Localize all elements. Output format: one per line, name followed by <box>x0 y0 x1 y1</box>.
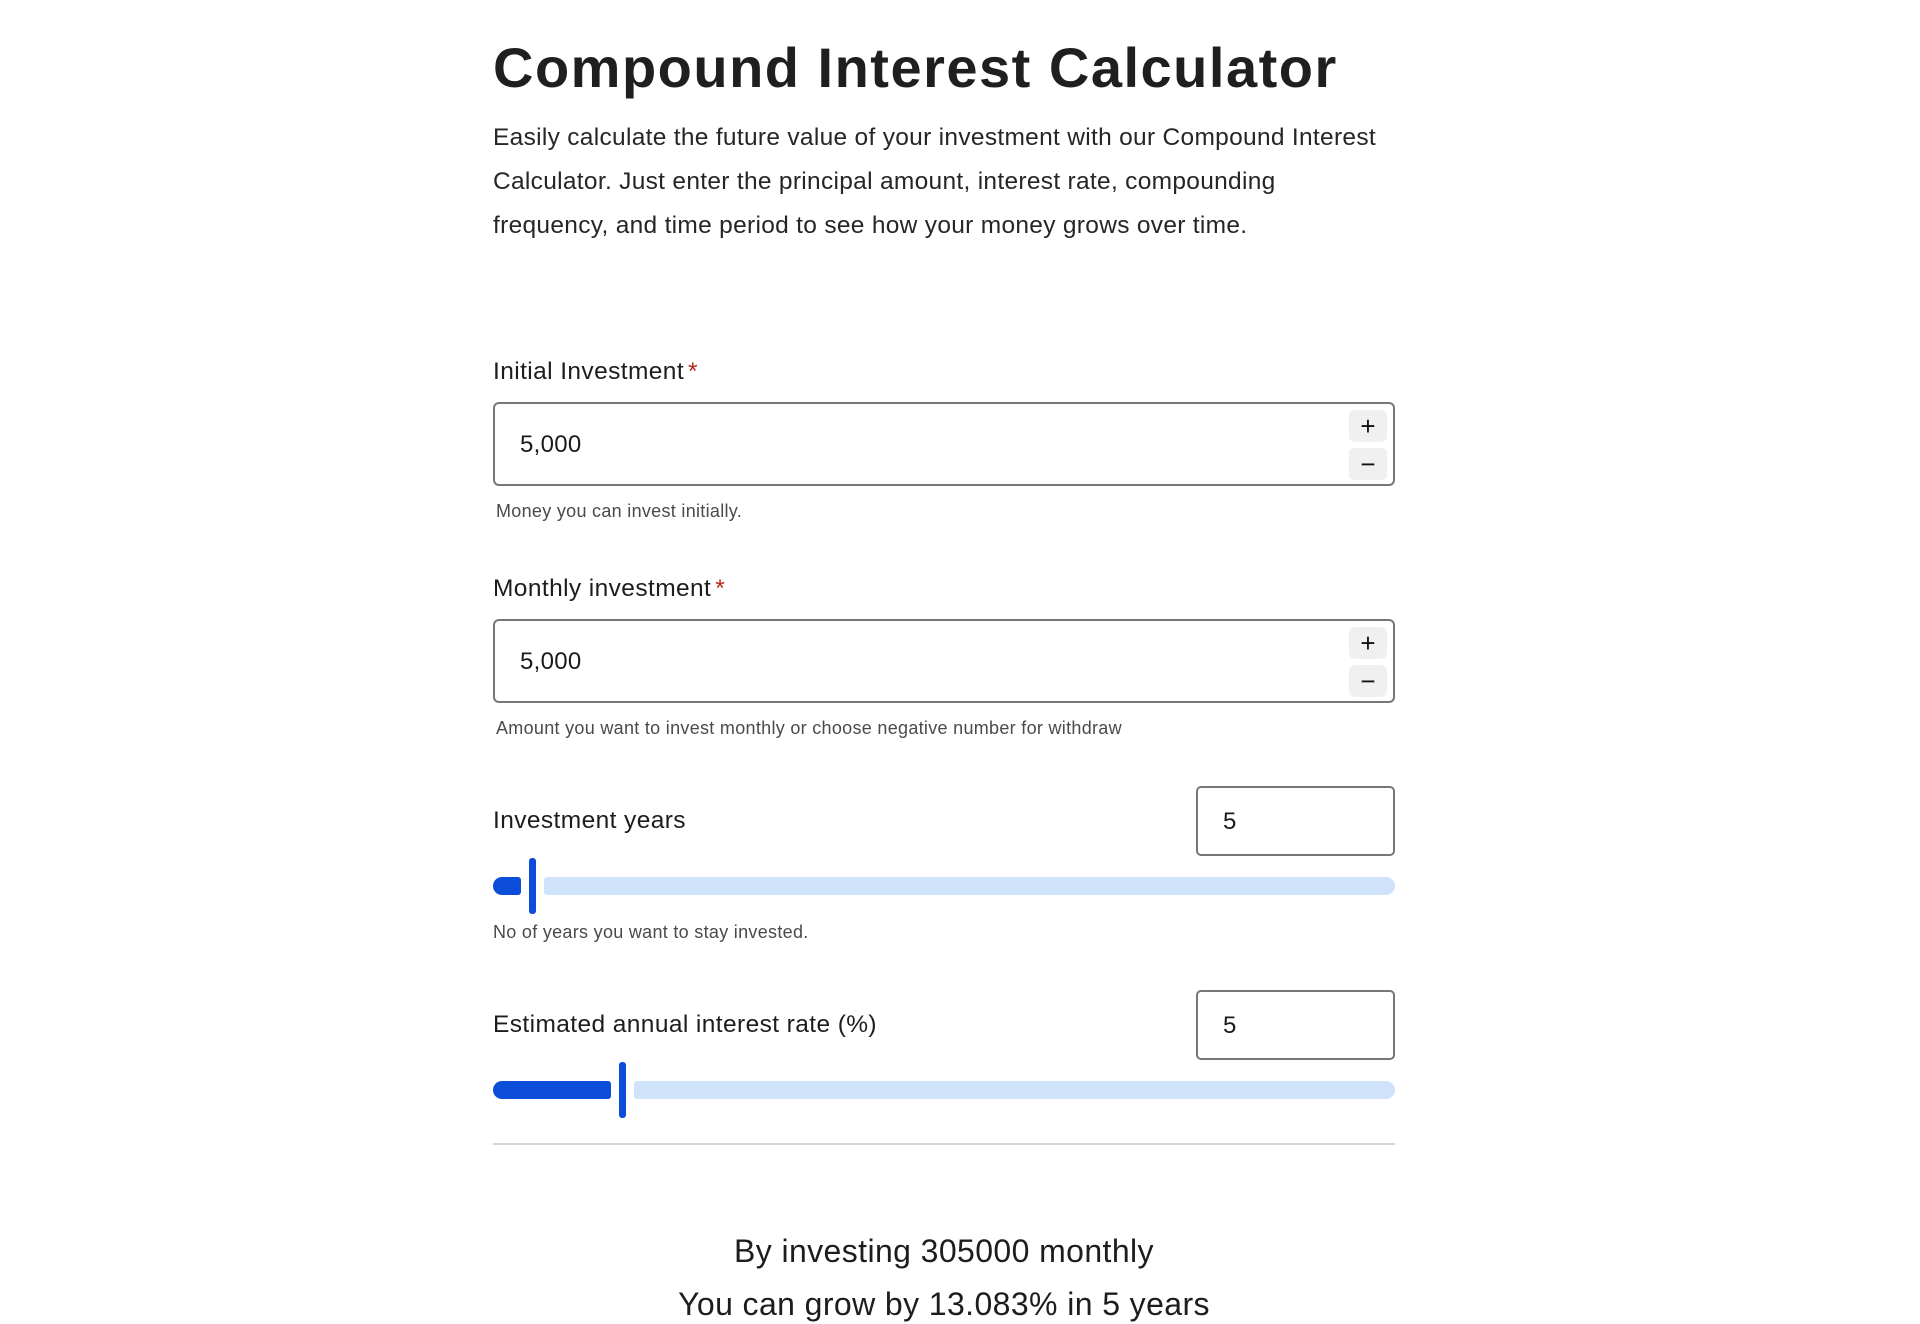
investment-years-helper: No of years you want to stay invested. <box>493 922 809 942</box>
initial-investment-helper: Money you can invest initially. <box>496 501 743 521</box>
page-intro: Easily calculate the future value of your investment with our Compound Interest Calculator. Just enter the principal amount, interest rate, compounding frequency, and time period to see how your money grows over time. <box>493 124 1377 239</box>
monthly-investment-helper: Amount you want to invest monthly or choose negative number for withdraw <box>496 718 1122 738</box>
investment-years-value: 5 <box>1223 808 1237 835</box>
required-mark: * <box>715 575 726 602</box>
interest-rate-input[interactable] <box>1196 990 1395 1060</box>
monthly-investment-input[interactable] <box>493 619 1395 703</box>
slider-track <box>634 1081 1395 1099</box>
interest-rate-value: 5 <box>1223 1012 1237 1039</box>
monthly-investment-label <box>493 574 725 604</box>
slider-thumb[interactable] <box>529 858 536 914</box>
slider-fill <box>493 877 521 895</box>
page-title: Compound Interest Calculator <box>493 36 1338 99</box>
required-mark: * <box>688 358 698 385</box>
monthly-investment-decrement-button[interactable]: − <box>1349 665 1387 697</box>
initial-investment-value: 5,000 <box>520 431 582 458</box>
slider-fill <box>493 1081 611 1099</box>
slider-thumb[interactable] <box>619 1062 626 1118</box>
investment-years-input[interactable] <box>1196 786 1395 856</box>
result-summary: By investing 305000 monthly <box>734 1233 1154 1269</box>
interest-rate-slider[interactable] <box>493 1062 1395 1118</box>
initial-investment-decrement-button[interactable]: − <box>1349 448 1387 480</box>
result-growth: You can grow by 13.083% in 5 years <box>678 1286 1210 1322</box>
initial-investment-input[interactable] <box>493 402 1395 486</box>
initial-investment-label <box>493 357 698 387</box>
initial-investment-increment-button[interactable]: + <box>1349 410 1387 442</box>
divider <box>493 1143 1395 1145</box>
initial-investment-label-text: Initial Investment <box>493 358 685 385</box>
interest-rate-label: Estimated annual interest rate (%) <box>493 1011 877 1038</box>
investment-years-slider[interactable] <box>493 858 1395 914</box>
monthly-investment-increment-button[interactable]: + <box>1349 627 1387 659</box>
slider-track <box>544 877 1395 895</box>
monthly-investment-value: 5,000 <box>520 648 582 675</box>
investment-years-label: Investment years <box>493 807 686 834</box>
monthly-investment-label-text: Monthly investment <box>493 575 712 602</box>
